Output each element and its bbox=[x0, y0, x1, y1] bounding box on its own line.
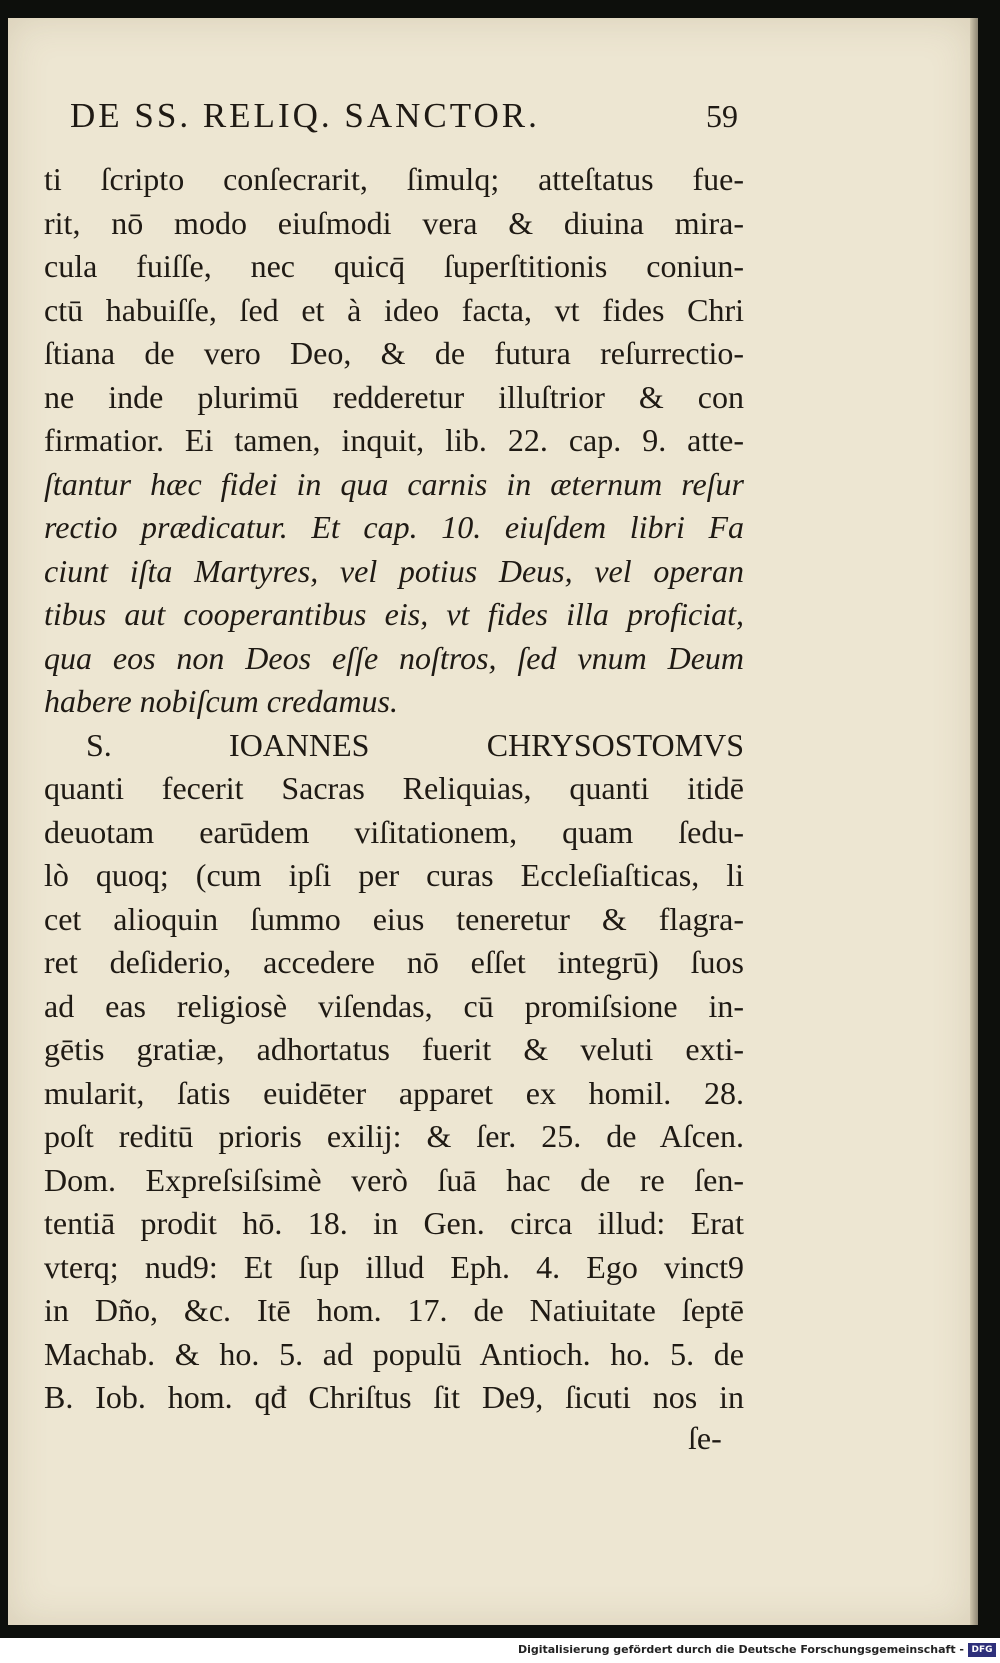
catchword: ſe- bbox=[688, 1420, 722, 1456]
book-page bbox=[8, 18, 972, 1625]
text-line: lò quoq; (cum ipſi per curas Eccleſiaſticas, li bbox=[44, 857, 744, 893]
text-line: Machab. & ho. 5. ad populū Antioch. ho. 5. de bbox=[44, 1335, 744, 1372]
text-line: gētis gratiæ, adhortatus fuerit & veluti exti- bbox=[44, 1031, 744, 1067]
text-line-italic: ciunt iſta Martyres, vel potius Deus, vel operan bbox=[44, 552, 744, 589]
text-line: ſtiana de vero Deo, & de futura reſurrectio- bbox=[44, 335, 744, 371]
page-number: 59 bbox=[706, 98, 738, 134]
running-head bbox=[70, 96, 738, 136]
text-line: poſt reditū prioris exilij: & ſer. 25. de Aſcen. bbox=[44, 1118, 744, 1154]
text-line: deuotam earūdem viſitationem, quam ſedu- bbox=[44, 813, 744, 850]
text-line: firmatior. Ei tamen, inquit, lib. 22. cap. 9. atte- bbox=[44, 422, 744, 458]
text-line: ctū habuiſſe, ſed et à ideo facta, vt fides Chri bbox=[44, 291, 744, 328]
text-line: mularit, ſatis euidēter apparet ex homil. 28. bbox=[44, 1074, 744, 1111]
text-line-italic: tibus aut cooperantibus eis, vt fides illa proficiat, bbox=[44, 596, 744, 632]
text-line: rit, nō modo eiuſmodi vera & diuina mira- bbox=[44, 204, 744, 241]
digitization-footer bbox=[0, 1640, 1000, 1663]
text-line-italic: ſtantur hæc fidei in qua carnis in æternum reſur bbox=[44, 465, 744, 502]
body-text bbox=[44, 158, 744, 1420]
text-line-italic: rectio prædicatur. Et cap. 10. eiuſdem libri Fa bbox=[44, 509, 744, 545]
section-heading-line: S. IOANNES CHRYSOSTOMVS bbox=[86, 726, 744, 763]
dfg-logo: DFG bbox=[968, 1643, 996, 1657]
text-line: Dom. Expreſsiſsimè verò ſuā hac de re ſen- bbox=[44, 1161, 744, 1198]
text-line: quanti fecerit Sacras Reliquias, quanti itidē bbox=[44, 770, 744, 806]
text-line: ti ſcripto conſecrarit, ſimulq; atteſtatus fue- bbox=[44, 161, 744, 197]
text-line: tentiā prodit hō. 18. in Gen. circa illud: Erat bbox=[44, 1205, 744, 1241]
text-line-italic: habere nobiſcum credamus. bbox=[44, 683, 398, 719]
text-line: ret deſiderio, accedere nō eſſet integrū) ſuos bbox=[44, 944, 744, 980]
text-line: in Dño, &c. Itē hom. 17. de Natiuitate ſeptē bbox=[44, 1292, 744, 1328]
funding-credit: Digitalisierung gefördert durch die Deutsche Forschungsgemeinschaft - bbox=[517, 1643, 964, 1656]
text-line: B. Iob. hom. qđ Chriſtus ſit De9, ſicuti nos in bbox=[44, 1379, 744, 1415]
text-line: ne inde plurimū redderetur illuſtrior & con bbox=[44, 378, 744, 415]
running-title: DE SS. RELIQ. SANCTOR. bbox=[70, 96, 540, 135]
text-line-italic: qua eos non Deos eſſe noſtros, ſed vnum Deum bbox=[44, 639, 744, 676]
text-line: cula fuiſſe, nec quicq̄ ſuperſtitionis coniun- bbox=[44, 248, 744, 284]
text-line: vterq; nud9: Et ſup illud Eph. 4. Ego vinct9 bbox=[44, 1248, 744, 1285]
text-line: cet alioquin ſummo eius teneretur & flagra- bbox=[44, 900, 744, 937]
text-line: ad eas religiosè viſendas, cū promiſsione in- bbox=[44, 987, 744, 1024]
